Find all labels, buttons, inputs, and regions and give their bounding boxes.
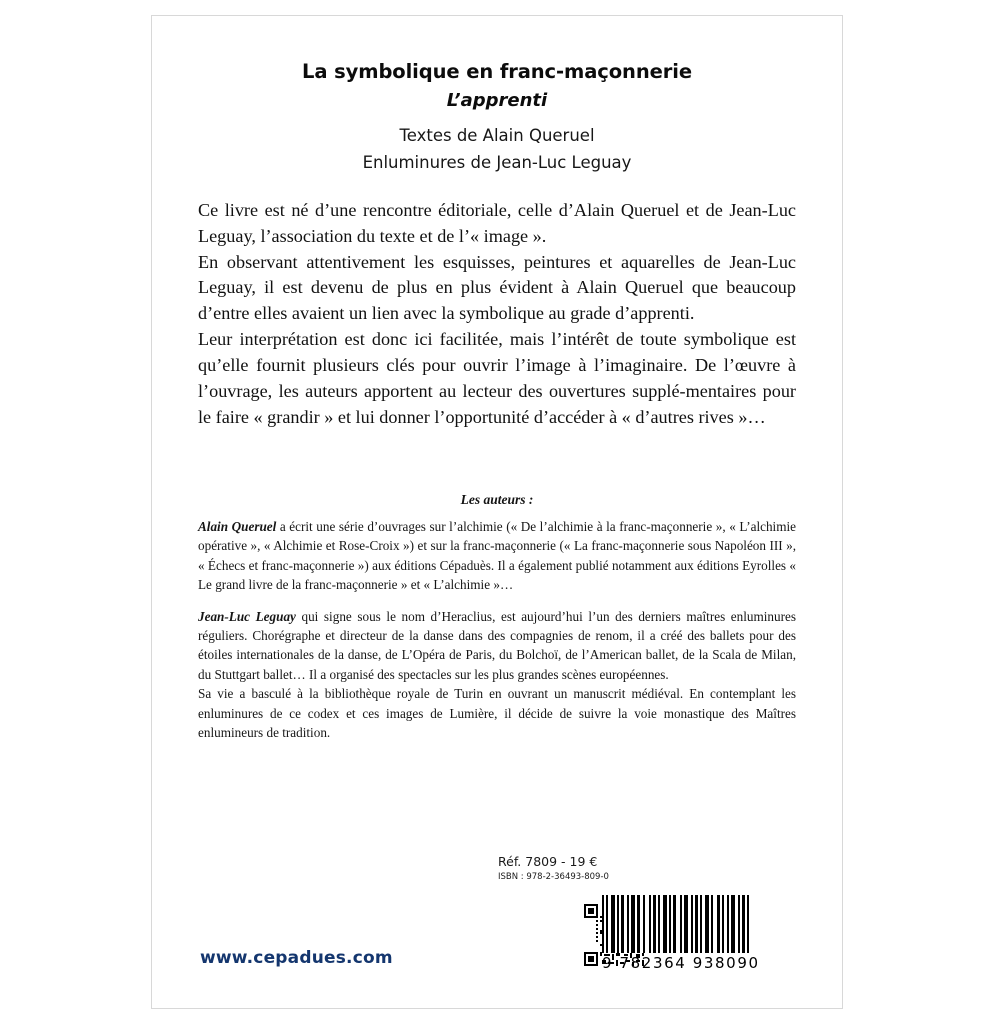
reference-block [498,854,798,882]
book-title: La symbolique en franc-maçonnerie [302,60,692,83]
credit-illustrator: Enluminures de Jean-Luc Leguay [362,153,632,173]
back-cover-blurb [198,198,796,431]
authors-heading: Les auteurs : [460,492,534,507]
isbn-line: ISBN : 978-2-36493-809-0 [498,872,609,882]
barcode-icon [602,895,798,972]
author-bio-text-queruel: a écrit une série d’ouvrages sur l’alchimie (« De l’alchimie à la franc-maçonnerie », « L’alchimie opérative », « Alchimie et Rose-Croix ») et sur la franc-maçonnerie (« La franc-maçonnerie sous Napoléon III », « Échecs et franc-maçonnerie ») aux éditions Cépaduès. Il a également publié notamment aux éditions Eyrolles « Le grand livre de la franc-maçonnerie » et « L’alchimie »… [198,519,796,593]
author-bio-queruel [198,517,796,595]
author-name-queruel: Alain Queruel [198,519,277,534]
author-bio-leguay [198,607,796,743]
reference-and-price: Réf. 7809 - 19 € [498,854,598,869]
author-bio-text-leguay: qui signe sous le nom d’Heraclius, est aujourd’hui l’un des derniers maîtres enluminures réguliers. Chorégraphe et directeur de la danse dans des compagnies de renom, il a créé des ballets pour des étoiles internationales de la danse, de L’Opéra de Paris, du Bolchoï, de l’American ballet, de la Scala de Milan, du Stuttgart ballet… Il a organisé des spectacles sur les plus grandes scènes européennes. Sa vie a basculé à la bibliothèque royale de Turin en ouvrant un manuscrit médiéval. En contemplant les enluminures de ce codex et ces images de Lumière, il décide de suivre la voie monastique des Maîtres enlumineurs de tradition. [198,608,796,741]
book-subtitle: L’apprenti [446,90,548,112]
author-name-leguay: Jean-Luc Leguay [198,608,296,624]
cover-footer [198,854,802,974]
barcode-bars [602,895,798,953]
blurb-paragraphs: Ce livre est né d’une rencontre éditoriale, celle d’Alain Queruel et de Jean-Luc Leguay, l’association du texte et de l’« image ». En observant attentivement les esquisses, peintures et aquarelles de Jean-Luc Leguay, il est devenu de plus en plus évident à Alain Queruel que beaucoup d’entre elles avaient un lien avec la symbolique au grade d’apprenti. Leur interprétation est donc ici facilitée, mais l’intérêt de toute symbolique est qu’elle fournit plusieurs clés pour ouvrir l’image à l’imaginaire. De l’œuvre à l’ouvrage, les auteurs apportent au lecteur des ouvertures supplé-mentaires pour le faire « grandir » et lui donner l’opportunité d’accéder à « d’autres rives »… [198,199,796,427]
barcode-digits: 9 782364 938090 [602,954,760,972]
book-back-cover [151,15,843,1009]
authors-section [198,492,796,754]
cover-content [152,16,842,1008]
title-block [198,16,796,176]
credit-text-author: Textes de Alain Queruel [399,126,595,146]
publisher-website[interactable]: www.cepadues.com [200,948,393,968]
